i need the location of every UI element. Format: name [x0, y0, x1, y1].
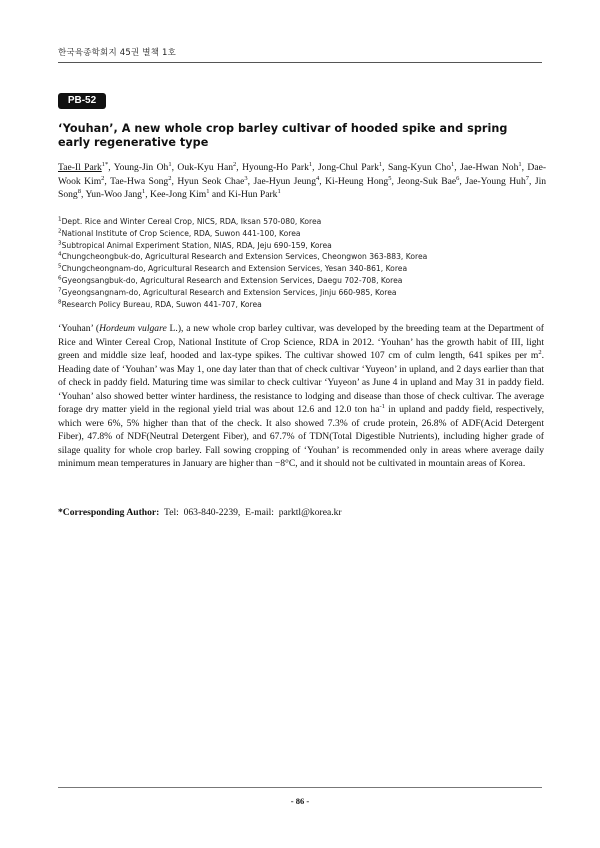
author-affiliation-mark: 1	[451, 160, 455, 168]
author-affiliation-mark: 4	[316, 174, 320, 182]
abstract-cultivar: ‘Youhan’	[58, 323, 94, 334]
author-name: Jong-Chul Park	[317, 162, 379, 173]
affiliation-item	[58, 275, 546, 287]
author-affiliation-mark: 1	[206, 188, 210, 195]
affiliation-item	[58, 251, 546, 263]
author-name: Jae-Young Huh	[465, 175, 526, 187]
abstract-text-1: , a new whole crop barley cultivar, was developed by the breeding team at the Department of Rice and Winter Cereal Crop, National Institute of Crop Science, RDA in 2012. ‘Youhan’ has the growth habit of III, light green and middle size leaf, hooded and lax-type spikes. The cultivar showed 107 cm of culm length, 641 spikes per m	[58, 323, 545, 362]
author-affiliation-mark: 1	[378, 160, 383, 168]
affiliation-item	[58, 263, 546, 275]
author-name: Hyun Seok Chae	[177, 175, 245, 187]
author-name: Ki-Heung Hong	[325, 175, 389, 187]
tel-label: Tel:	[164, 507, 179, 518]
author-affiliation-mark: 2	[233, 160, 237, 168]
affiliation-text: National Institute of Crop Science, RDA, Suwon 441-100, Korea	[61, 228, 301, 238]
author-conjunction: and	[211, 189, 226, 201]
abstract-species: Hordeum vulgare	[99, 323, 167, 334]
affiliation-item	[58, 228, 546, 240]
author-affiliation-mark: 1	[168, 160, 172, 168]
corresponding-label: *Corresponding Author:	[58, 507, 160, 518]
author-name: Jeong-Suk Bae	[397, 175, 457, 187]
affiliation-item	[58, 216, 546, 228]
author-name: Jae-Hwan Noh	[460, 162, 519, 173]
author-affiliation-mark: 8	[77, 188, 81, 195]
email-label: E-mail:	[245, 507, 274, 518]
affiliation-number: 4	[58, 251, 62, 258]
affiliation-text: Chungcheongnam-do, Agricultural Research and Extension Services, Yesan 340-861, Korea	[61, 264, 408, 274]
header-rule	[58, 62, 542, 63]
affiliation-number: 1	[58, 216, 62, 223]
author-affiliation-mark: 6	[456, 174, 460, 182]
author-name: Yun-Woo Jang	[85, 189, 142, 201]
affiliation-item	[58, 299, 546, 311]
affiliation-number: 8	[58, 299, 62, 306]
running-head: 한국육종학회지 45권 별책 1호	[58, 48, 177, 58]
author-affiliation-mark: 1	[141, 188, 146, 195]
email-link[interactable]: parktl@korea.kr	[278, 507, 342, 518]
affiliation-number: 7	[58, 287, 62, 294]
author-affiliation-mark: 1	[277, 188, 281, 195]
page-number: - 86 -	[290, 796, 310, 806]
author-name: Young-Jin Oh	[113, 162, 169, 173]
poster-badge: PB-52	[58, 93, 106, 109]
author-name: Tae-Hwa Song	[110, 175, 169, 187]
affiliation-number: 6	[58, 275, 62, 282]
abstract-sup-1: 2	[538, 348, 542, 356]
affiliation-text: Gyeongsangbuk-do, Agricultural Research and Extension Services, Daegu 702-708, Korea	[61, 275, 403, 285]
author-name: Sang-Kyun Cho	[387, 162, 452, 173]
abstract-text-2: . Heading date of ‘Youhan’ was May 1, one day later than that of check cultivar ‘Yuyeon’ in upland, and 2 days earlier than that of check in paddy field. Maturing time was similar to check cultivar ‘Yuyeon’ as June 4 in upland and May 31 in paddy field. ‘Youhan’ also showed better winter hardiness, the resistance to lodging and disease than those of check cultivar. The average forage dry matter yield in the regional yield trial was about 12.6 and 12.0 ton ha	[58, 350, 544, 416]
affiliation-number: 5	[58, 263, 62, 270]
author-name: Ki-Hun Park	[228, 189, 278, 201]
affiliation-number: 2	[58, 228, 62, 235]
tel-value: 063-840-2239,	[183, 507, 241, 518]
affiliation-text: Research Policy Bureau, RDA, Suwon 441-707, Korea	[61, 299, 262, 309]
author-name: Kee-Jong Kim	[150, 189, 207, 201]
affiliation-text: Chungcheongbuk-do, Agricultural Research and Extension Services, Cheongwon 363-883, Korea	[61, 252, 428, 262]
affiliation-list	[58, 216, 546, 310]
author-name: Hyoung-Ho Park	[242, 162, 309, 173]
affiliation-text: Dept. Rice and Winter Cereal Crop, NICS, RDA, Iksan 570-080, Korea	[61, 217, 322, 226]
author-affiliation-mark: 2	[168, 174, 172, 182]
affiliation-number: 3	[58, 240, 62, 247]
author-name: Ouk-Kyu Han	[177, 162, 234, 173]
author-list: Tae-Il Park$^{1*}$, Young-Jin Oh$^1$, Ouk-Kyu Han$^2$, Hyoung-Ho Park$^1$, Jong-Chul Park$^1$, Sang-Kyun Cho$^1$, Jae-Hwan Noh$^1$, Dae-Wook Kim$^2$, Tae-Hwa Song$^2$, Hyun Seok Chae$^3$, Jae-Hyun Jeung$^4$, Ki-Heung Hong$^5$, Jeong-Suk Bae$^6$, Jae-Young Huh$^7$, Jin Song$^8$, Yun-Woo Jang$^1$, Kee-Jong Kim$^1$ and Ki-Hun Park$^1$	[58, 160, 547, 201]
corresponding-author	[58, 507, 342, 518]
affiliation-item	[58, 240, 546, 252]
author-name: Jae-Hyun Jeung	[253, 175, 317, 187]
affiliation-item	[58, 287, 546, 299]
affiliation-text: Subtropical Animal Experiment Station, NIAS, RDA, Jeju 690-159, Korea	[61, 240, 332, 250]
author-affiliation-mark: 1	[308, 160, 313, 168]
author-affiliation-mark: 5	[388, 174, 392, 182]
paper-title: ‘Youhan’, A new whole crop barley cultivar of hooded spike and spring early regenerative type	[58, 122, 508, 149]
author-affiliation-mark: 1	[518, 160, 522, 168]
author-name: Jin Song	[58, 175, 547, 201]
author-affiliation-mark: 2	[101, 174, 105, 182]
author-affiliation-mark: 7	[525, 174, 530, 182]
author-affiliation-mark: 3	[244, 174, 248, 182]
abstract-sup-2: -1	[379, 403, 385, 411]
abstract-authority: L.	[169, 323, 178, 334]
abstract-body: ‘Youhan’ (Hordeum vulgare L.), a new whole crop barley cultivar, was developed by the breeding team at the Department of Rice and Winter Cereal Crop, National Institute of Crop Science, RDA in 2012. ‘Youhan’ has the growth habit of III, light green and middle size leaf, hooded and lax-type spikes. The cultivar showed 107 cm of culm length, 641 spikes per $m^2$. Heading date of ‘Youhan’ was May 1, one day later than that of check cultivar ‘Yuyeon’ in upland, and 2 days earlier than that of check in paddy field. Maturing time was similar to check cultivar ‘Yuyeon’ as June 4 in upland and May 31 in paddy field. ‘Youhan’ also showed better winter hardiness, the resistance to lodging and disease than those of check cultivar. The average forage dry matter yield in the regional yield trial was about 12.6 and 12.0 ton $ha^{-1}$ in upland and paddy field, respectively, which were 6%, 5% higher than that of the check. It also showed 7.3% of crude protein, 26.8% of ADF(Acid Detergent Fiber), 47.8% of NDF(Neutral Detergent Fiber), and 67.7% of TDN(Total Digestible Nutrients), including higher grade of silage quality for whole crop barley. Fall sowing cropping of ‘Youhan’ is recommended only in areas where average daily minimum mean temperatures in January are higher than −8°C, and it should not be cultivated in mountain areas of Korea.	[58, 323, 545, 470]
abstract-text-3: in upland and paddy field, respectively, which were 6%, 5% higher than that of the check. It also showed 7.3% of crude protein, 26.8% of ADF(Acid Detergent Fiber), 47.8% of NDF(Neutral Detergent Fiber), and 67.7% of TDN(Total Digestible Nutrients), including higher grade of silage quality for whole crop barley. Fall sowing cropping of ‘Youhan’ is recommended only in areas where average daily minimum mean temperatures in January are higher than −8°C, and it should not be cultivated in mountain areas of Korea.	[58, 404, 544, 470]
author-name: Tae-Il Park	[58, 162, 102, 173]
affiliation-text: Gyeongsangnam-do, Agricultural Research and Extension Services, Jinju 660-985, Korea	[61, 287, 397, 297]
author-name: Dae-Wook Kim	[58, 162, 547, 187]
author-affiliation-mark: 1*	[101, 160, 109, 168]
footer-rule	[58, 787, 542, 788]
